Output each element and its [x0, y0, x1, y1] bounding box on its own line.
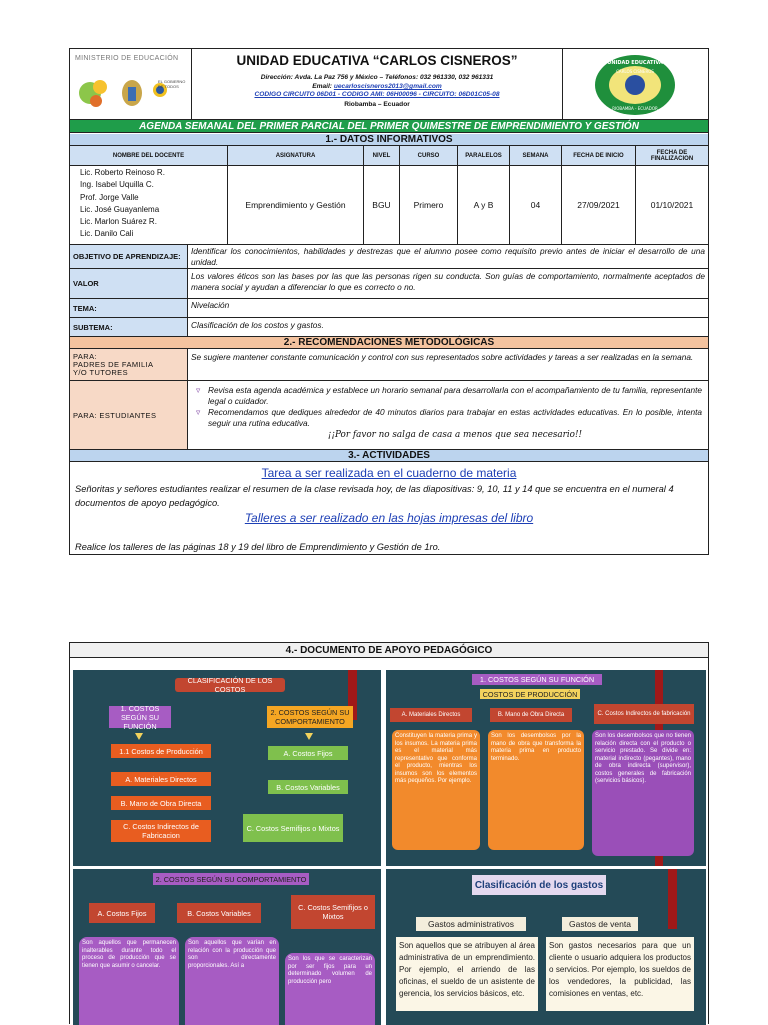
support-document [69, 642, 709, 1024]
subject-value: Emprendimiento y Gestión [228, 166, 364, 245]
school-seal [562, 49, 708, 120]
week-value: 04 [510, 166, 562, 245]
slide-costs-by-behavior [73, 869, 381, 1025]
students-bullet-text: Recomendamos que dediques alrededor de 40 minutos diarios para trabajar en estas actividades educativas. En lo posible, intenta seguir una rutina educativa. [208, 407, 702, 428]
task-2-text: Realice los talleres de las páginas 18 y 19 del libro de Emprendimiento y Gestión de 1ro. [75, 542, 441, 552]
ministry-label: MINISTERIO DE EDUCACIÓN [75, 55, 179, 62]
school-email[interactable]: uecarloscisneros2013@gmail.com [333, 83, 442, 90]
slide2-col-head: A. Materiales Directos [390, 708, 472, 722]
slide-cost-classification [73, 670, 381, 866]
slide1-right-item: C. Costos Semifijos o Mixtos [243, 814, 343, 842]
section-4-heading: 4.- DOCUMENTO DE APOYO PEDAGÓGICO [70, 643, 708, 658]
school-email-line [192, 83, 562, 90]
parents-label-line: Y/O TUTORES [73, 367, 128, 377]
teacher-name: Lic. José Guayanlema [80, 204, 160, 214]
slide2-col-text: Constituyen la materia prima y los insumos. La materia prima es el material más representativo que conforma el producto, mientras los insumos son los elementos más pequeños. Por ejemplo. [392, 730, 480, 850]
course-value: Primero [400, 166, 458, 245]
slide3-col-head: A. Costos Fijos [89, 903, 155, 923]
section-2-heading: 2.- RECOMENDACIONES METODOLÓGICAS [70, 337, 708, 349]
svg-text:RIOBAMBA - ECUADOR: RIOBAMBA - ECUADOR [612, 106, 658, 111]
slide2-title: 1. COSTOS SEGÚN SU FUNCIÓN [472, 674, 602, 685]
circuit-codes: CODIGO CIRCUITO 06D01 - CODIGO AMI: 06H00096 - CIRCUITO: 06D01C05-08 [254, 91, 500, 98]
teacher-name: Lic. Marlon Suárez R. [80, 217, 157, 227]
slide1-left-item: 1.1 Costos de Producción [111, 744, 211, 758]
slide2-col-head: B. Mano de Obra Directa [490, 708, 572, 722]
bullet-arrow-icon: ▿ [196, 407, 201, 417]
col-curso: CURSO [400, 146, 458, 166]
parallels-value: A y B [458, 166, 510, 245]
svg-text:CARLOS CISNEROS: CARLOS CISNEROS [616, 69, 654, 74]
slide3-col-text: Son los que se caracterizan por ser fijos para un determinado volumen de producción pero [285, 953, 375, 1025]
parents-label [70, 349, 188, 381]
teacher-name: Lic. Danilo Cali [80, 229, 134, 239]
decor-bar [668, 869, 677, 929]
section-1-heading: 1.- DATOS INFORMATIVOS [70, 134, 708, 146]
arrow-down-icon [305, 733, 313, 740]
slide2-col-head: C. Costos Indirectos de fabricación [594, 704, 694, 724]
slide1-right-head: 2. COSTOS SEGÚN SU COMPORTAMIENTO [267, 706, 353, 728]
ministry-logo [70, 49, 192, 120]
agenda-title: AGENDA SEMANAL DEL PRIMER PARCIAL DEL PRIMER QUIMESTRE DE EMPRENDIMIENTO Y GESTIÓN [70, 120, 708, 133]
slide2-col-text: Son los desembolsos por la mano de obra que transforma la materia prima en producto terminado. [488, 730, 584, 850]
slide1-left-item: C. Costos Indirectos de Fabricacion [111, 820, 211, 842]
col-paralelos: PARALELOS [458, 146, 510, 166]
subtopic-text: Clasificación de los costos y gastos. [188, 318, 708, 337]
value-label: VALOR [70, 269, 188, 299]
slide3-col-head: C. Costos Semifijos o Mixtos [291, 895, 375, 929]
objective-text: Identificar los conocimientos, habilidades y destrezas que el alumno posee como requisito previo antes de iniciar el desarrollo de una unidad. [188, 245, 708, 269]
level-value: BGU [364, 166, 400, 245]
col-nivel: NIVEL [364, 146, 400, 166]
teacher-list [70, 166, 228, 245]
slide4-col-text: Son gastos necesarios para que un cliente o usuario adquiera los productos o servicios. Por ejemplo, los sueldos de los vendedores, la publicidad, las comisiones en ventas, etc. [546, 937, 694, 1011]
students-bullet-text: Revisa esta agenda académica y establece un horario semanal para desarrollarla con el acompañamiento de tu familia, representante legal o cuidador. [208, 385, 702, 406]
slide3-col-head: B. Costos Variables [177, 903, 261, 923]
slide-costs-by-function [386, 670, 706, 866]
end-date-value: 01/10/2021 [636, 166, 708, 245]
document-header [70, 49, 708, 120]
objective-label: OBJETIVO DE APRENDIZAJE: [70, 245, 188, 269]
task-1-title: Tarea a ser realizada en el cuaderno de materia [261, 466, 517, 480]
col-fecha-inicio: FECHA DE INICIO [562, 146, 636, 166]
school-address: Dirección: Avda. La Paz 756 y México – Teléfonos: 032 961330, 032 961331 [260, 74, 494, 81]
agenda-document [69, 48, 709, 555]
value-text: Los valores éticos son las bases por las que las personas rigen su conducta. Son guías de comportamiento, normalmente aceptados de manera social y ayudan a diferenciar lo que es correcto o no. [188, 269, 708, 299]
subtopic-label: SUBTEMA: [70, 318, 188, 337]
slide1-right-item: A. Costos Fijos [268, 746, 348, 760]
col-fecha-fin: FECHA DE FINALIZACION [636, 146, 708, 166]
students-block [188, 381, 708, 450]
slide1-left-item: B. Mano de Obra Directa [111, 796, 211, 810]
start-date-value: 27/09/2021 [562, 166, 636, 245]
task-1-text: Señoritas y señores estudiantes realizar el resumen de la clase revisada hoy, de las diapositivas: 9, 10, 11 y 14 que se encuentra en el numeral 4 documentos de apoyo pedagógico. [75, 484, 674, 508]
task-2-title: Talleres a ser realizado en las hojas impresas del libro [244, 511, 534, 525]
slide3-col-text: Son aquellos que varían en relación con la producción que son directamente proporcionales. Así a [185, 937, 279, 1025]
teacher-name: Ing. Isabel Uquilla C. [80, 180, 154, 190]
students-label: PARA: ESTUDIANTES [70, 381, 188, 450]
slide2-subtitle: COSTOS DE PRODUCCIÓN [480, 689, 580, 699]
seal-emblem [593, 53, 677, 117]
slide1-title: CLASIFICACIÓN DE LOS COSTOS [175, 678, 285, 692]
slide-expense-classification [386, 869, 706, 1025]
slide3-title: 2. COSTOS SEGÚN SU COMPORTAMIENTO [153, 873, 309, 885]
students-bullet-2 [196, 407, 702, 429]
teacher-name: Prof. Jorge Valle [80, 192, 139, 202]
stay-home-note: ¡¡Por favor no salga de casa a menos que sea necesario!! [327, 430, 583, 440]
slide4-col-head: Gastos administrativos [416, 917, 526, 931]
slide4-col-head: Gastos de venta [562, 917, 638, 931]
slide3-col-text: Son aquellos que permanecen inalterables durante todo el proceso de producción que se tienen que asumir o cancelar. [79, 937, 179, 1025]
col-asignatura: ASIGNATURA [228, 146, 364, 166]
slide1-left-item: A. Materiales Directos [111, 772, 211, 786]
section-3-heading: 3.- ACTIVIDADES [70, 450, 708, 462]
school-info [192, 49, 562, 120]
slide1-right-item: B. Costos Variables [268, 780, 348, 794]
email-label: Email: [312, 83, 332, 90]
school-name: UNIDAD EDUCATIVA “CARLOS CISNEROS” [236, 53, 518, 68]
bullet-arrow-icon: ▿ [196, 385, 201, 395]
slide4-col-text: Son aquellos que se atribuyen al área administrativa de un emprendimiento. Por ejemplo, el arriendo de las oficinas, el sueldo de un asistente de gerencia, los servicios básicos, etc. [396, 937, 538, 1011]
svg-text:UNIDAD EDUCATIVA: UNIDAD EDUCATIVA [607, 60, 663, 66]
arrow-down-icon [135, 733, 143, 740]
col-docente: NOMBRE DEL DOCENTE [70, 146, 228, 166]
teacher-name: Lic. Roberto Reinoso R. [80, 168, 165, 177]
topic-text: Nivelación [188, 299, 708, 318]
col-semana: SEMANA [510, 146, 562, 166]
slide4-title: Clasificación de los gastos [472, 875, 606, 895]
slide1-left-head: 1. COSTOS SEGÚN SU FUNCIÓN [109, 706, 171, 728]
government-text: EL GOBIERNO DE TODOS [158, 79, 186, 89]
parents-label-line: PARA: [73, 351, 97, 361]
school-city: Riobamba – Ecuador [344, 101, 410, 108]
parents-label-line: PADRES DE FAMILIA [73, 359, 154, 369]
topic-label: TEMA: [70, 299, 188, 318]
parents-text: Se sugiere mantener constante comunicación y control con sus representados sobre actividades y tareas a ser realizadas en la semana. [188, 349, 708, 381]
students-bullet-1 [196, 385, 702, 407]
slide2-col-text: Son los desembolsos que no tienen relación directa con el producto o servicio prestado. Se divide en: material indirecto (pegantes), mano de obra indirecta (supervisor), costos generales de fabricación (servicios básicos). [592, 730, 694, 856]
